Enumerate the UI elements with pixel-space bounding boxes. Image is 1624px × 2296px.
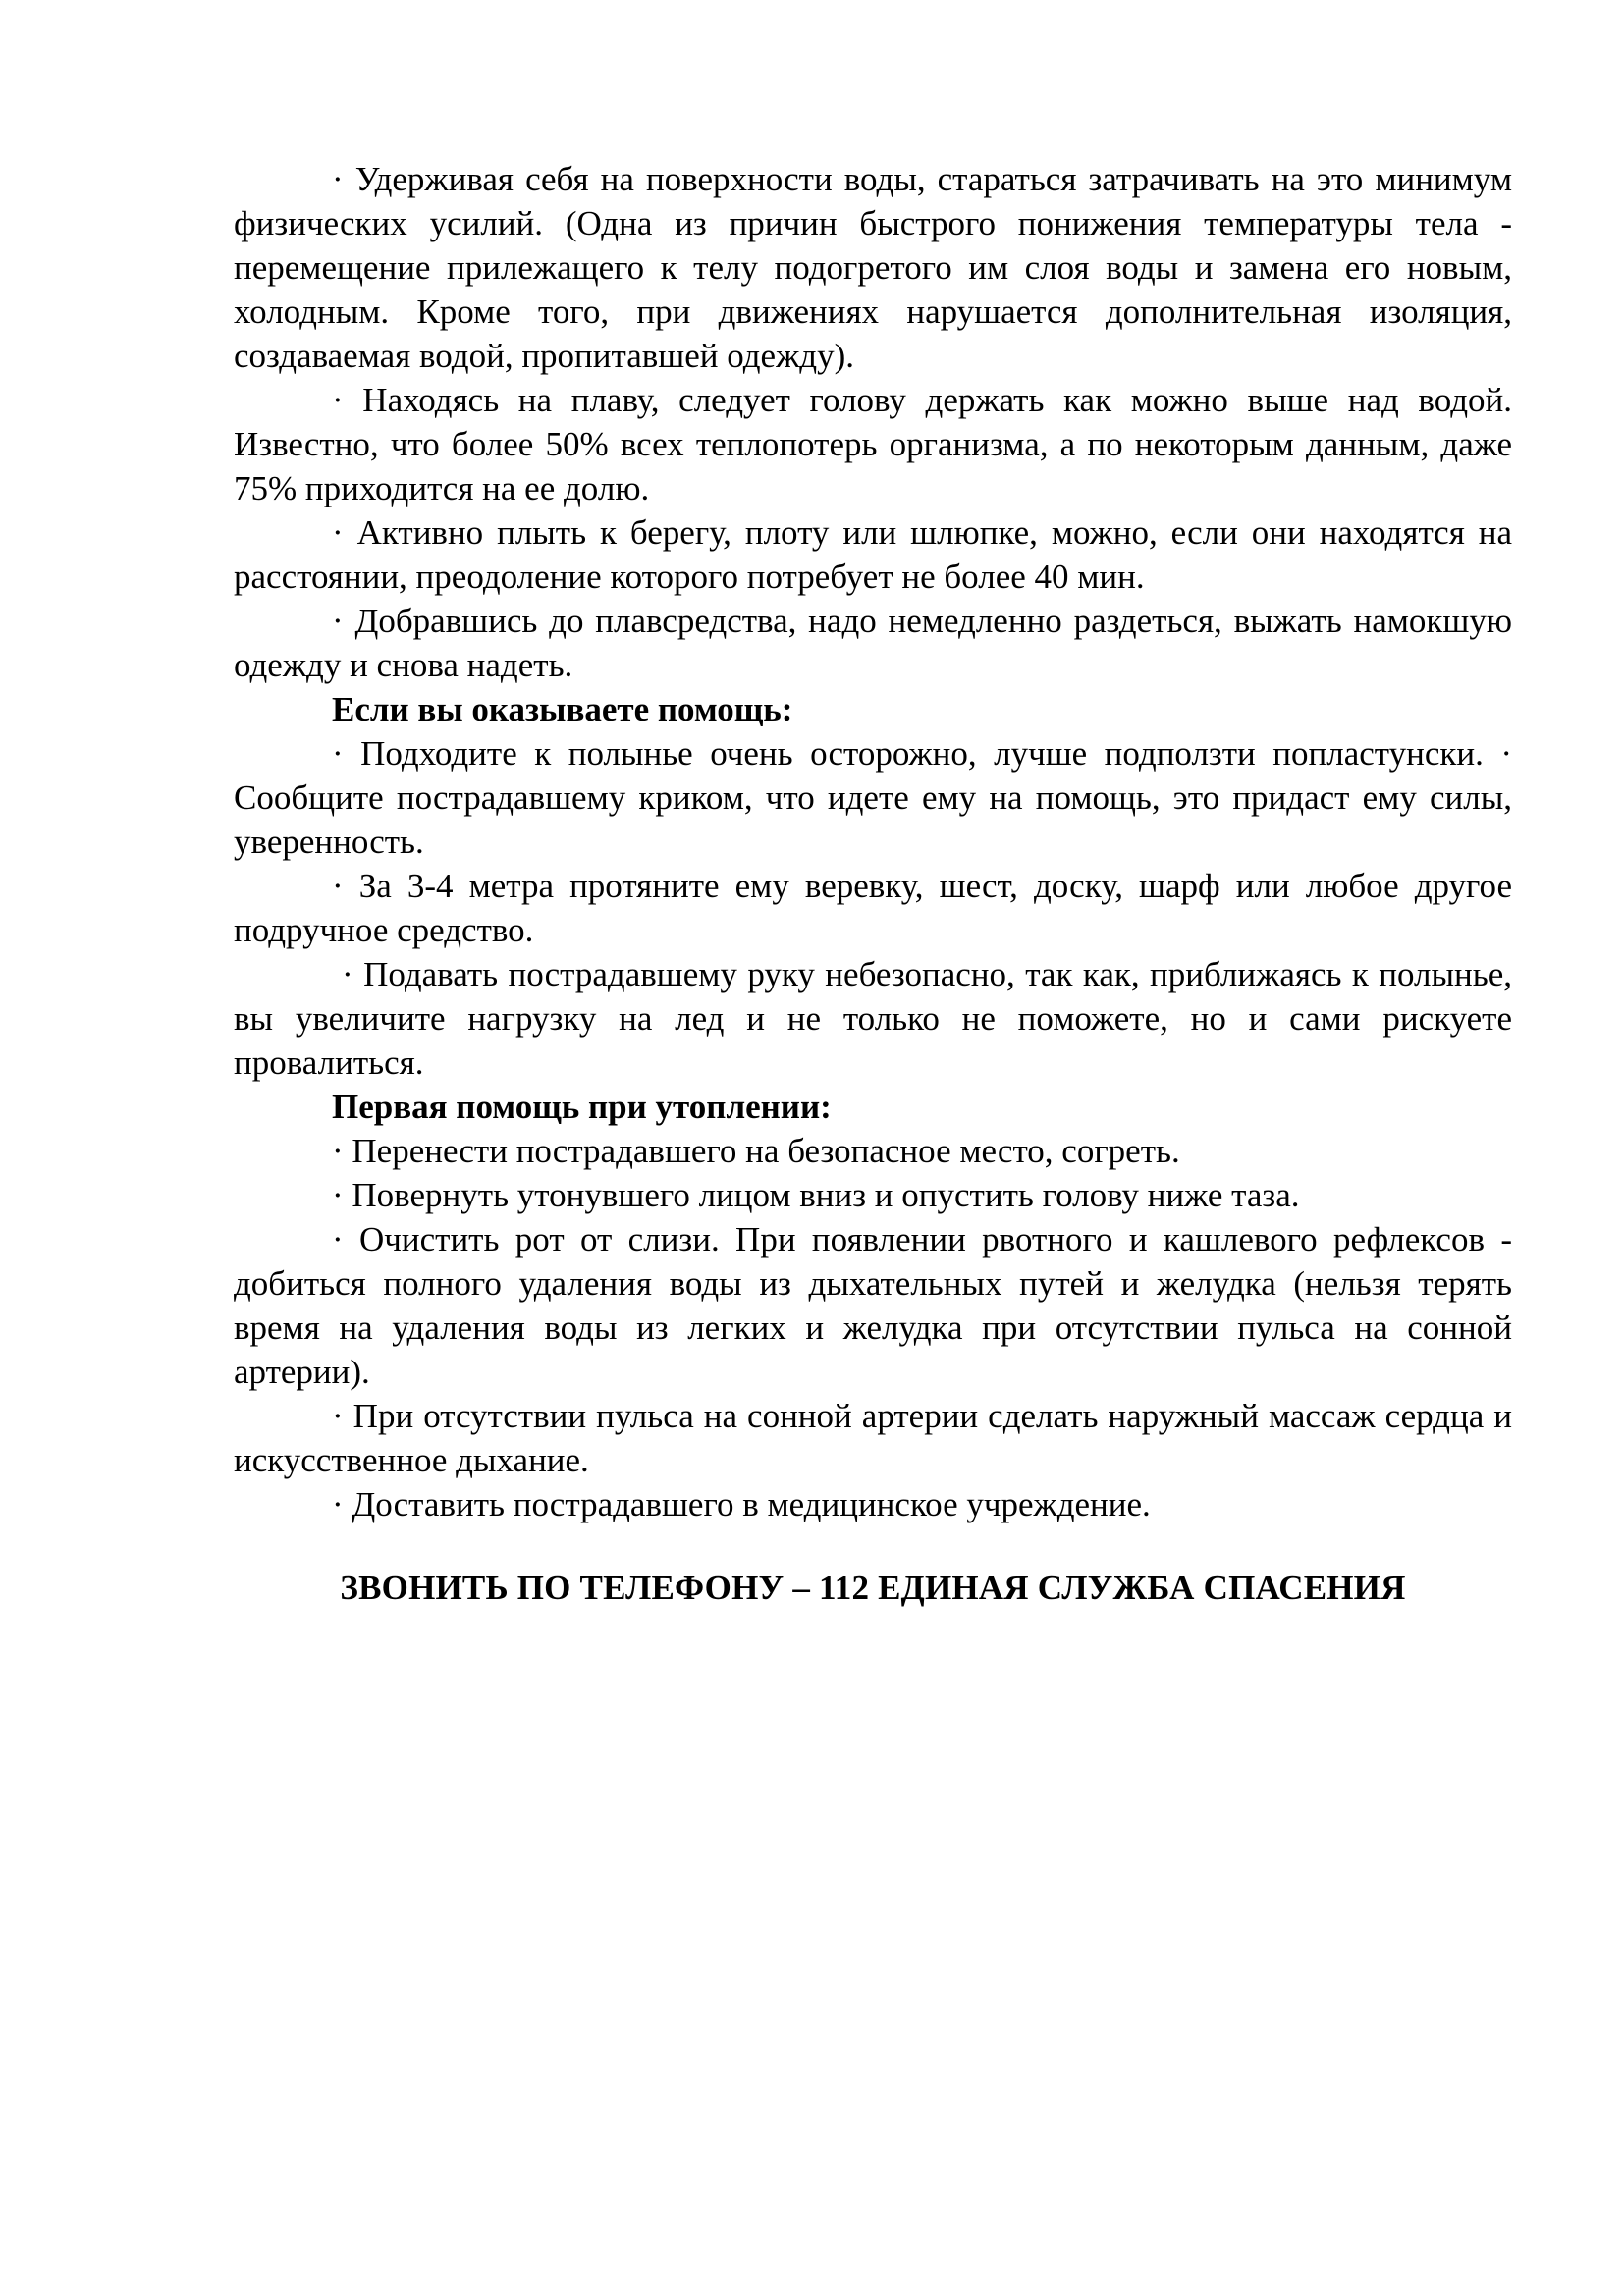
paragraph-head-above-water: · Находясь на плаву, следует голову держать как можно выше над водой. Известно, что более 50% всех теплопотерь организма, а по некоторым данным, даже 75% приходится на ее долю. bbox=[234, 381, 1512, 507]
paragraph-clear-mouth: · Очистить рот от слизи. При появлении рвотного и кашлевого рефлексов - добиться полного удаления воды из дыхательных путей и желудка (нельзя терять время на удаления воды из легких и желудка при отсутствии пульса на сонной артерии). bbox=[234, 1220, 1512, 1391]
document-body bbox=[234, 157, 1512, 1526]
paragraph-hand-unsafe: · Подавать пострадавшему руку небезопасно, так как, приближаясь к полынье, вы увеличите нагрузку на лед и не только не поможете, но и сами рискуете провалиться. bbox=[234, 955, 1512, 1082]
paragraph-stay-afloat: · Удерживая себя на поверхности воды, стараться затрачивать на это минимум физических усилий. (Одна из причин быстрого понижения температуры тела - перемещение прилежащего к телу подогретого им слоя воды и замена его новым, холодным. Кроме того, при движениях нарушается дополнительная изоляция, создаваемая водой, пропитавшей одежду). bbox=[234, 160, 1512, 375]
paragraph-move-to-safety: · Перенести пострадавшего на безопасное место, согреть. bbox=[332, 1132, 1180, 1170]
paragraph-extend-rope: · За 3-4 метра протяните ему веревку, шест, доску, шарф или любое другое подручное средство. bbox=[234, 867, 1512, 949]
paragraph-hospital: · Доставить пострадавшего в медицинское учреждение. bbox=[332, 1485, 1151, 1523]
paragraph-cpr: · При отсутствии пульса на сонной артерии сделать наружный массаж сердца и искусственное дыхание. bbox=[234, 1397, 1512, 1479]
emergency-call-notice: ЗВОНИТЬ ПО ТЕЛЕФОНУ – 112 ЕДИНАЯ СЛУЖБА СПАСЕНИЯ bbox=[340, 1569, 1406, 1607]
paragraph-wring-clothes: · Добравшись до плавсредства, надо немедленно раздеться, выжать намокшую одежду и снова надеть. bbox=[234, 602, 1512, 684]
paragraph-swim-to-shore: · Активно плыть к берегу, плоту или шлюпке, можно, если они находятся на расстоянии, преодоление которого потребует не более 40 мин. bbox=[234, 513, 1512, 596]
heading-if-helping: Если вы оказываете помощь: bbox=[332, 690, 793, 728]
paragraph-turn-face-down: · Повернуть утонувшего лицом вниз и опустить голову ниже таза. bbox=[332, 1176, 1300, 1214]
heading-first-aid: Первая помощь при утоплении: bbox=[332, 1088, 832, 1126]
paragraph-approach-carefully: · Подходите к полынье очень осторожно, лучше подползти попластунски. · Сообщите пострадавшему криком, что идете ему на помощь, это придаст ему силы, уверенность. bbox=[234, 734, 1512, 861]
